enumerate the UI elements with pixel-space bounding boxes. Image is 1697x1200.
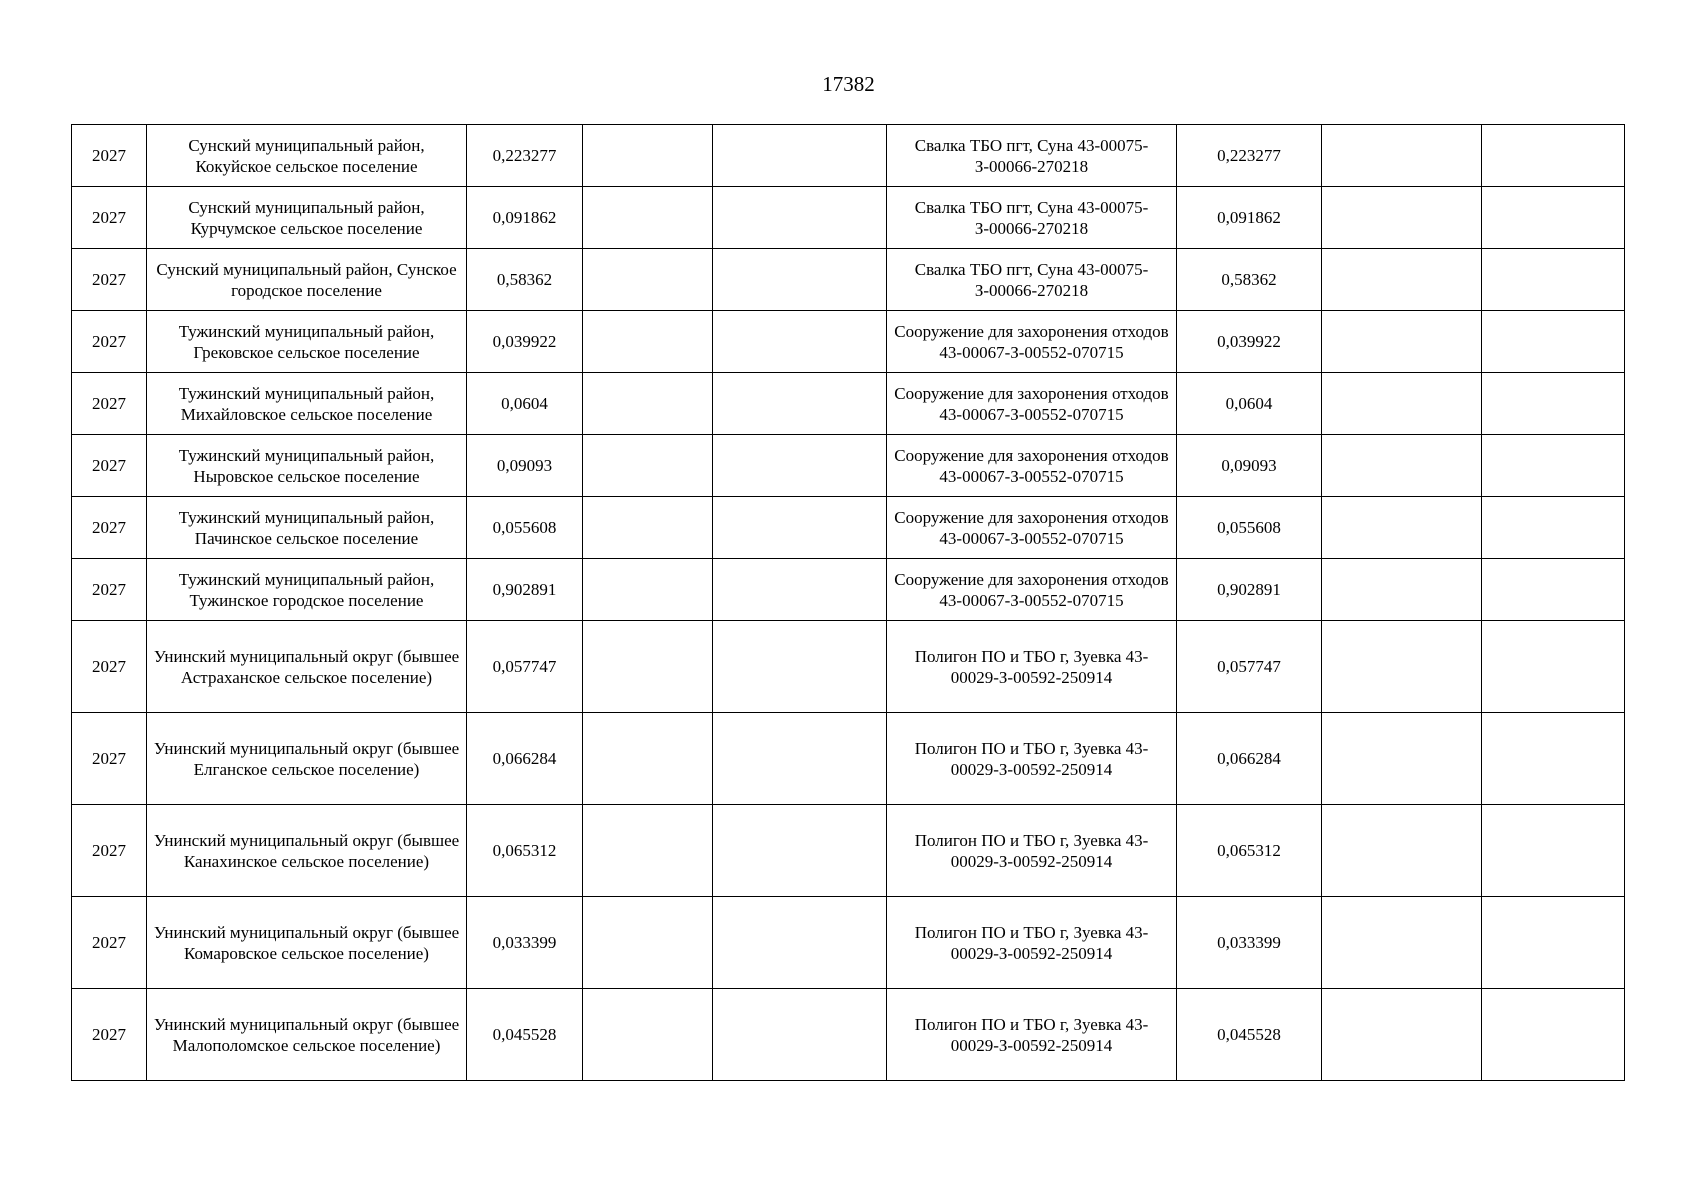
cell-empty	[1322, 125, 1482, 187]
cell-empty	[583, 311, 713, 373]
cell-area: Сунский муниципальный район, Курчумское сельское поселение	[147, 187, 467, 249]
cell-empty	[1322, 713, 1482, 805]
cell-area: Тужинский муниципальный район, Пачинское сельское поселение	[147, 497, 467, 559]
cell-empty	[1482, 125, 1625, 187]
cell-facility: Полигон ПО и ТБО г, Зуевка 43-00029-З-00592-250914	[887, 897, 1177, 989]
cell-empty	[713, 373, 887, 435]
cell-empty	[1322, 497, 1482, 559]
cell-facility: Полигон ПО и ТБО г, Зуевка 43-00029-З-00592-250914	[887, 805, 1177, 897]
cell-facility: Полигон ПО и ТБО г, Зуевка 43-00029-З-00592-250914	[887, 713, 1177, 805]
cell-area: Унинский муниципальный округ (бывшее Елганское сельское поселение)	[147, 713, 467, 805]
cell-value2: 0,033399	[1177, 897, 1322, 989]
cell-empty	[713, 897, 887, 989]
table-row	[72, 713, 1625, 805]
cell-empty	[1482, 713, 1625, 805]
cell-empty	[583, 559, 713, 621]
cell-empty	[713, 249, 887, 311]
cell-empty	[1322, 621, 1482, 713]
cell-year: 2027	[72, 621, 147, 713]
cell-empty	[1322, 897, 1482, 989]
cell-value2: 0,045528	[1177, 989, 1322, 1081]
cell-empty	[1482, 805, 1625, 897]
cell-value: 0,902891	[467, 559, 583, 621]
cell-empty	[583, 897, 713, 989]
cell-value: 0,033399	[467, 897, 583, 989]
cell-year: 2027	[72, 125, 147, 187]
cell-empty	[1482, 435, 1625, 497]
table-row	[72, 373, 1625, 435]
cell-empty	[583, 621, 713, 713]
cell-year: 2027	[72, 311, 147, 373]
cell-empty	[1482, 989, 1625, 1081]
data-table	[71, 124, 1625, 1081]
cell-empty	[1322, 187, 1482, 249]
table-row	[72, 249, 1625, 311]
table-row	[72, 497, 1625, 559]
cell-facility: Полигон ПО и ТБО г, Зуевка 43-00029-З-00592-250914	[887, 989, 1177, 1081]
cell-empty	[713, 125, 887, 187]
cell-value: 0,223277	[467, 125, 583, 187]
cell-area: Унинский муниципальный округ (бывшее Астраханское сельское поселение)	[147, 621, 467, 713]
cell-facility: Свалка ТБО пгт, Суна 43-00075-З-00066-270218	[887, 187, 1177, 249]
cell-value: 0,057747	[467, 621, 583, 713]
cell-value: 0,066284	[467, 713, 583, 805]
cell-empty	[1482, 897, 1625, 989]
cell-value: 0,58362	[467, 249, 583, 311]
cell-empty	[583, 373, 713, 435]
cell-value2: 0,039922	[1177, 311, 1322, 373]
cell-empty	[1482, 249, 1625, 311]
table-row	[72, 621, 1625, 713]
cell-empty	[583, 435, 713, 497]
cell-area: Сунский муниципальный район, Кокуйское сельское поселение	[147, 125, 467, 187]
cell-empty	[713, 989, 887, 1081]
cell-empty	[1322, 989, 1482, 1081]
table-row	[72, 187, 1625, 249]
cell-value2: 0,902891	[1177, 559, 1322, 621]
cell-empty	[1482, 621, 1625, 713]
cell-value2: 0,09093	[1177, 435, 1322, 497]
cell-empty	[1482, 311, 1625, 373]
cell-value2: 0,223277	[1177, 125, 1322, 187]
table-row	[72, 559, 1625, 621]
cell-facility: Сооружение для захоронения отходов 43-00067-З-00552-070715	[887, 559, 1177, 621]
page-number: 17382	[822, 72, 875, 96]
cell-empty	[583, 187, 713, 249]
cell-empty	[583, 125, 713, 187]
cell-area: Унинский муниципальный округ (бывшее Комаровское сельское поселение)	[147, 897, 467, 989]
cell-area: Тужинский муниципальный район, Грековское сельское поселение	[147, 311, 467, 373]
cell-facility: Сооружение для захоронения отходов 43-00067-З-00552-070715	[887, 497, 1177, 559]
cell-area: Сунский муниципальный район, Сунское городское поселение	[147, 249, 467, 311]
cell-year: 2027	[72, 435, 147, 497]
cell-empty	[1322, 249, 1482, 311]
cell-empty	[583, 805, 713, 897]
cell-empty	[1482, 373, 1625, 435]
cell-area: Унинский муниципальный округ (бывшее Малополомское сельское поселение)	[147, 989, 467, 1081]
cell-empty	[1322, 311, 1482, 373]
cell-area: Унинский муниципальный округ (бывшее Канахинское сельское поселение)	[147, 805, 467, 897]
cell-value2: 0,066284	[1177, 713, 1322, 805]
table-row	[72, 805, 1625, 897]
cell-empty	[713, 311, 887, 373]
table-row	[72, 989, 1625, 1081]
cell-empty	[1482, 497, 1625, 559]
cell-empty	[583, 989, 713, 1081]
cell-area: Тужинский муниципальный район, Михайловское сельское поселение	[147, 373, 467, 435]
cell-area: Тужинский муниципальный район, Тужинское городское поселение	[147, 559, 467, 621]
cell-value: 0,09093	[467, 435, 583, 497]
cell-year: 2027	[72, 989, 147, 1081]
cell-empty	[713, 805, 887, 897]
cell-empty	[583, 249, 713, 311]
cell-year: 2027	[72, 559, 147, 621]
table-row	[72, 897, 1625, 989]
cell-year: 2027	[72, 373, 147, 435]
cell-facility: Сооружение для захоронения отходов 43-00067-З-00552-070715	[887, 311, 1177, 373]
cell-empty	[713, 559, 887, 621]
cell-value: 0,0604	[467, 373, 583, 435]
cell-year: 2027	[72, 805, 147, 897]
cell-empty	[713, 187, 887, 249]
cell-value: 0,055608	[467, 497, 583, 559]
table-body	[72, 125, 1625, 1081]
table-row	[72, 125, 1625, 187]
cell-empty	[583, 713, 713, 805]
table-row	[72, 311, 1625, 373]
cell-empty	[713, 621, 887, 713]
cell-facility: Свалка ТБО пгт, Суна 43-00075-З-00066-270218	[887, 125, 1177, 187]
cell-value2: 0,065312	[1177, 805, 1322, 897]
cell-empty	[1322, 435, 1482, 497]
cell-empty	[713, 713, 887, 805]
cell-value: 0,065312	[467, 805, 583, 897]
cell-empty	[713, 435, 887, 497]
cell-value: 0,039922	[467, 311, 583, 373]
cell-facility: Свалка ТБО пгт, Суна 43-00075-З-00066-270218	[887, 249, 1177, 311]
cell-value: 0,045528	[467, 989, 583, 1081]
cell-year: 2027	[72, 187, 147, 249]
cell-year: 2027	[72, 497, 147, 559]
cell-year: 2027	[72, 713, 147, 805]
cell-year: 2027	[72, 249, 147, 311]
cell-empty	[1322, 805, 1482, 897]
cell-empty	[1322, 559, 1482, 621]
cell-empty	[1482, 187, 1625, 249]
cell-empty	[713, 497, 887, 559]
cell-value: 0,091862	[467, 187, 583, 249]
cell-area: Тужинский муниципальный район, Ныровское сельское поселение	[147, 435, 467, 497]
table-row	[72, 435, 1625, 497]
cell-facility: Сооружение для захоронения отходов 43-00067-З-00552-070715	[887, 435, 1177, 497]
cell-value2: 0,091862	[1177, 187, 1322, 249]
cell-empty	[583, 497, 713, 559]
cell-empty	[1322, 373, 1482, 435]
cell-value2: 0,055608	[1177, 497, 1322, 559]
cell-empty	[1482, 559, 1625, 621]
cell-facility: Сооружение для захоронения отходов 43-00067-З-00552-070715	[887, 373, 1177, 435]
cell-value2: 0,057747	[1177, 621, 1322, 713]
cell-facility: Полигон ПО и ТБО г, Зуевка 43-00029-З-00592-250914	[887, 621, 1177, 713]
cell-value2: 0,58362	[1177, 249, 1322, 311]
cell-value2: 0,0604	[1177, 373, 1322, 435]
cell-year: 2027	[72, 897, 147, 989]
